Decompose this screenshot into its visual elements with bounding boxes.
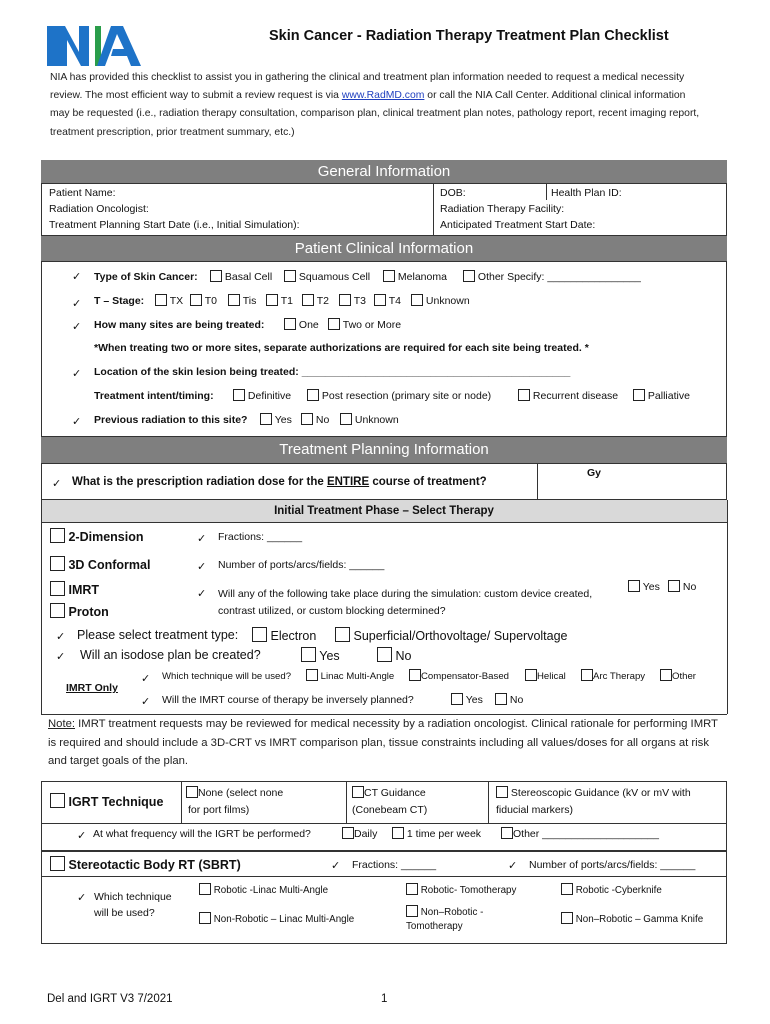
footer-version: Del and IGRT V3 7/2021 (47, 993, 173, 1005)
checkbox[interactable] (307, 389, 319, 401)
nia-logo-mark (45, 22, 149, 70)
ports-field[interactable]: Number of ports/arcs/fields: ______ (218, 559, 385, 571)
checkbox[interactable] (668, 580, 680, 592)
igrt-option-stereo-line2: fiducial markers) (496, 804, 574, 816)
checkbox[interactable] (301, 647, 316, 662)
checkbox[interactable] (210, 270, 222, 282)
general-info-header: General Information (41, 160, 727, 183)
checkbox[interactable] (406, 883, 418, 895)
intent-label: Treatment intent/timing: (94, 390, 214, 402)
stage-option-t0[interactable]: T0 (190, 294, 217, 307)
check-icon: ✓ (331, 859, 341, 872)
sbrt-option-nonrobotic-tomo[interactable]: Non–Robotic - (406, 905, 483, 918)
page-title: Skin Cancer - Radiation Therapy Treatment Plan Checklist (269, 28, 669, 44)
check-icon: ✓ (52, 477, 62, 490)
therapy-2d[interactable]: 2-Dimension (50, 528, 144, 544)
checkbox[interactable] (496, 786, 508, 798)
checkbox[interactable] (228, 294, 240, 306)
checkbox[interactable] (342, 827, 354, 839)
checkbox[interactable] (190, 294, 202, 306)
planning-start-field[interactable]: Treatment Planning Start Date (i.e., Initial Simulation): (49, 219, 300, 231)
therapy-imrt[interactable]: IMRT (50, 581, 99, 597)
checkbox[interactable] (409, 669, 421, 681)
checkbox[interactable] (266, 294, 278, 306)
checkbox[interactable] (335, 627, 350, 642)
checkbox[interactable] (155, 294, 167, 306)
checkbox[interactable] (463, 270, 475, 282)
dose-unit: Gy (587, 467, 602, 479)
igrt-option-ct[interactable]: CT Guidance (352, 786, 426, 799)
sites-option-one[interactable]: One (284, 318, 319, 331)
type-option-superficial[interactable]: Superficial/Orthovoltage/ Supervoltage (335, 627, 568, 643)
check-icon: ✓ (72, 320, 82, 333)
dose-input[interactable] (538, 463, 726, 499)
sbrt-option-nonrobotic-linac[interactable]: Non-Robotic – Linac Multi-Angle (199, 912, 354, 925)
checkbox[interactable] (392, 827, 404, 839)
anticipated-start-field[interactable]: Anticipated Treatment Start Date: (440, 219, 596, 231)
skin-option-melanoma[interactable]: Melanoma (383, 270, 447, 283)
page-number: 1 (381, 993, 388, 1005)
stage-option-t4[interactable]: T4 (374, 294, 401, 307)
checkbox[interactable] (411, 294, 423, 306)
igrt-option-none[interactable]: None (select none (186, 786, 283, 799)
stage-option-t2[interactable]: T2 (302, 294, 329, 307)
sites-note: *When treating two or more sites, separate authorizations are required for each site being treated. * (94, 342, 589, 354)
skin-option-basal[interactable]: Basal Cell (210, 270, 272, 283)
imrt-option-compensator[interactable]: Compensator-Based (409, 669, 509, 682)
dob-field[interactable]: DOB: (440, 187, 466, 199)
sbrt-technique-label: Which technique (94, 891, 172, 903)
imrt-note: Note: IMRT treatment requests may be reviewed for medical necessity by a radiation oncologist. Clinical rationale for performing IMRT is required and should include a 3D-CRT vs IMRT comparison plan, tissue constraints including all values/doses for all organs at risk and target goals of the plan. (48, 718, 718, 767)
previous-radiation-label: Previous radiation to this site? (94, 414, 248, 426)
checkbox[interactable] (306, 669, 318, 681)
imrt-inverse-label: Will the IMRT course of therapy be inversely planned? (162, 694, 414, 706)
checkbox[interactable] (50, 556, 65, 571)
checkbox[interactable] (660, 669, 672, 681)
checkbox[interactable] (525, 669, 537, 681)
check-icon: ✓ (72, 297, 82, 310)
sbrt-option-nonrobotic-gamma[interactable]: Non–Robotic – Gamma Knife (561, 912, 703, 925)
checkbox[interactable] (301, 413, 313, 425)
check-icon: ✓ (141, 672, 151, 685)
check-icon: ✓ (56, 650, 66, 663)
sbrt-fractions-field[interactable]: Fractions: ______ (352, 859, 437, 871)
check-icon: ✓ (72, 415, 82, 428)
radiation-oncologist-field[interactable]: Radiation Oncologist: (49, 203, 149, 215)
radmd-link[interactable]: www.RadMD.com (341, 90, 425, 102)
sites-label: How many sites are being treated: (94, 319, 265, 331)
checkbox[interactable] (302, 294, 314, 306)
igrt-technique[interactable]: IGRT Technique (50, 793, 163, 809)
checkbox[interactable] (50, 793, 65, 808)
planning-info-header: Treatment Planning Information (41, 437, 727, 463)
checkbox[interactable] (374, 294, 386, 306)
imrt-option-linac[interactable]: Linac Multi-Angle (306, 669, 394, 682)
check-icon: ✓ (197, 587, 207, 600)
location-label[interactable]: Location of the skin lesion being treated: ______________________________________________ (94, 366, 571, 378)
checkbox[interactable] (260, 413, 272, 425)
type-option-electron[interactable]: Electron (252, 627, 316, 643)
checkbox[interactable] (199, 912, 211, 924)
imrt-only-label: IMRT Only (66, 682, 118, 694)
imrt-option-other[interactable]: Other (660, 669, 696, 682)
intent-option-recurrent[interactable]: Recurrent disease (518, 389, 618, 402)
checkbox[interactable] (501, 827, 513, 839)
checkbox[interactable] (352, 786, 364, 798)
skin-cancer-label: Type of Skin Cancer: (94, 271, 198, 283)
checkbox[interactable] (561, 912, 573, 924)
checkbox[interactable] (339, 294, 351, 306)
checkbox[interactable] (406, 905, 418, 917)
sbrt-technique-label-line2: will be used? (94, 907, 155, 919)
checkbox[interactable] (233, 389, 245, 401)
stage-option-tis[interactable]: Tis (228, 294, 256, 307)
igrt-option-none-line2: for port films) (188, 804, 250, 816)
clinical-info-header: Patient Clinical Information (41, 236, 727, 261)
checkbox[interactable] (383, 270, 395, 282)
intent-option-definitive[interactable]: Definitive (233, 389, 291, 402)
checkbox[interactable] (186, 786, 198, 798)
patient-name-field[interactable]: Patient Name: (49, 187, 116, 199)
isodose-option-yes[interactable]: Yes (301, 647, 340, 663)
intent-option-palliative[interactable]: Palliative (633, 389, 690, 402)
checkbox[interactable] (50, 603, 65, 618)
checkbox[interactable] (633, 389, 645, 401)
checkbox[interactable] (377, 647, 392, 662)
therapy-proton[interactable]: Proton (50, 603, 109, 619)
imrt-technique-label: Which technique will be used? (162, 671, 292, 682)
checkbox[interactable] (451, 693, 463, 705)
check-icon: ✓ (197, 560, 207, 573)
stage-option-tx[interactable]: TX (155, 294, 183, 307)
checkbox[interactable] (50, 856, 65, 871)
checkbox[interactable] (50, 581, 65, 596)
isodose-label: Will an isodose plan be created? (80, 648, 261, 662)
phase-header: Initial Treatment Phase – Select Therapy (41, 500, 727, 522)
t-stage-label: T – Stage: (94, 295, 145, 307)
inverse-option-yes[interactable]: Yes (451, 693, 483, 706)
skin-option-other[interactable]: Other Specify: ________________ (463, 270, 641, 283)
skin-cancer-row (72, 270, 81, 283)
checkbox[interactable] (561, 883, 573, 895)
igrt-option-ct-line2: (Conebeam CT) (352, 804, 428, 816)
check-icon: ✓ (77, 829, 87, 842)
skin-option-squamous[interactable]: Squamous Cell (284, 270, 370, 283)
check-icon: ✓ (141, 695, 151, 708)
check-icon: ✓ (72, 367, 82, 380)
checkbox[interactable] (328, 318, 340, 330)
sbrt-option-nonrobotic-tomo-line2: Tomotherapy (406, 921, 463, 932)
checkbox[interactable] (628, 580, 640, 592)
checkbox[interactable] (284, 270, 296, 282)
intro-paragraph: NIA has provided this checklist to assist you in gathering the clinical and treatment plan information needed to request a medical necessity review. The most efficient way to submit a review request is via www.RadMD.com or call the NIA Call Center. Additional clinical information may be requested (i.e., radiation therapy consultation, comparison plan, clinical treatment plan notes, pathology report, recent imaging report, treatment prescription, prior treatment summary, etc.) (50, 72, 700, 138)
nia-logo (45, 22, 149, 70)
sites-option-two-or-more[interactable]: Two or More (328, 318, 401, 331)
check-icon: ✓ (56, 630, 66, 643)
treatment-type-label: Please select treatment type: (77, 628, 239, 642)
checkbox[interactable] (581, 669, 593, 681)
dose-question: What is the prescription radiation dose for the ENTIRE course of treatment? (72, 476, 487, 488)
therapy-3d-conformal[interactable]: 3D Conformal (50, 556, 150, 572)
sbrt-option-robotic-linac[interactable]: Robotic -Linac Multi-Angle (199, 883, 328, 896)
facility-field[interactable]: Radiation Therapy Facility: (440, 203, 565, 215)
stage-option-t1[interactable]: T1 (266, 294, 293, 307)
prev-option-unknown[interactable]: Unknown (340, 413, 399, 426)
freq-option-daily[interactable]: Daily (342, 827, 377, 840)
imrt-option-arc[interactable]: Arc Therapy (581, 669, 645, 682)
health-plan-id-field[interactable]: Health Plan ID: (551, 187, 622, 199)
checkbox[interactable] (252, 627, 267, 642)
freq-option-weekly[interactable]: 1 time per week (392, 827, 481, 840)
imrt-option-helical[interactable]: Helical (525, 669, 566, 682)
checkbox[interactable] (518, 389, 530, 401)
sbrt-ports-field[interactable]: Number of ports/arcs/fields: ______ (529, 859, 696, 871)
prev-option-no[interactable]: No (301, 413, 329, 426)
inverse-option-no[interactable]: No (495, 693, 523, 706)
checkbox[interactable] (199, 883, 211, 895)
igrt-frequency-label: At what frequency will the IGRT be performed? (93, 828, 311, 840)
checkbox[interactable] (50, 528, 65, 543)
checkbox[interactable] (284, 318, 296, 330)
check-icon: ✓ (77, 891, 87, 904)
stage-option-unknown[interactable]: Unknown (411, 294, 470, 307)
checkbox[interactable] (340, 413, 352, 425)
freq-option-other[interactable]: Other ____________________ (501, 827, 659, 840)
sbrt-option-robotic-tomo[interactable]: Robotic- Tomotherapy (406, 883, 516, 896)
igrt-option-stereo[interactable]: Stereoscopic Guidance (kV or mV with (496, 786, 691, 799)
fractions-field[interactable]: Fractions: ______ (218, 531, 303, 543)
check-icon: ✓ (508, 859, 518, 872)
sbrt-option-robotic-cyber[interactable]: Robotic -Cyberknife (561, 883, 662, 896)
intent-option-post-resection[interactable]: Post resection (primary site or node) (307, 389, 491, 402)
prev-option-yes[interactable]: Yes (260, 413, 292, 426)
stage-option-t3[interactable]: T3 (339, 294, 366, 307)
check-icon: ✓ (197, 532, 207, 545)
sbrt-option[interactable]: Stereotactic Body RT (SBRT) (50, 856, 241, 872)
sim-option-yes[interactable]: Yes (628, 580, 660, 593)
check-icon: ✓ (72, 270, 82, 283)
simulation-question: Will any of the following take place during the simulation: custom device created, contrast utilized, or custom blocking determined? (218, 588, 593, 617)
isodose-option-no[interactable]: No (377, 647, 411, 663)
sim-option-no[interactable]: No (668, 580, 696, 593)
checkbox[interactable] (495, 693, 507, 705)
